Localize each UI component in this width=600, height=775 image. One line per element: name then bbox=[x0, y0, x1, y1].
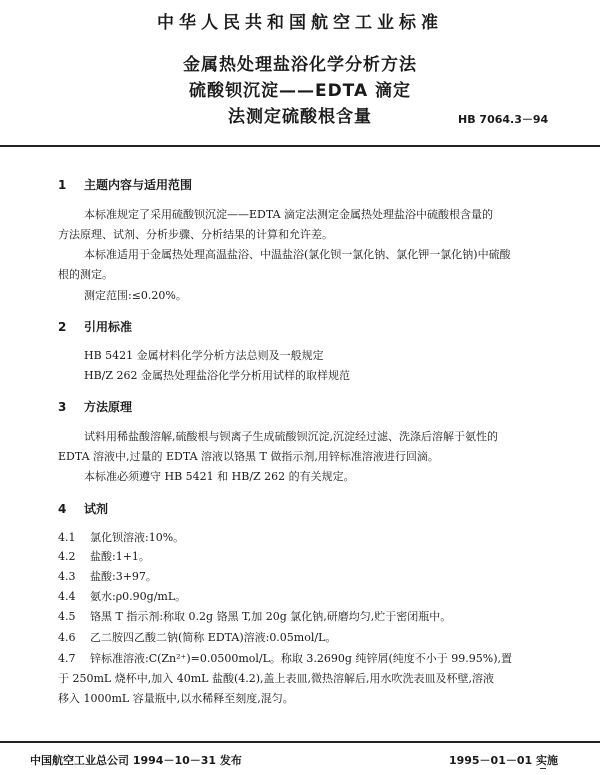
s1-para2-line2: 根的测定。 bbox=[58, 268, 113, 281]
reagent-item bbox=[58, 587, 186, 606]
reagent-text: 乙二胺四乙酸二钠(简称 EDTA)溶液:0.05mol/L。 bbox=[90, 631, 337, 644]
title-line-1: 金属热处理盐浴化学分析方法 bbox=[183, 55, 417, 75]
reagent-text: 盐酸:3+97。 bbox=[90, 570, 157, 583]
reagent-number: 4.4 bbox=[58, 590, 76, 603]
reagent-4-7-line3: 移入 1000mL 容量瓶中,以水稀释至刻度,混匀。 bbox=[58, 692, 294, 705]
section-1-number: 1 bbox=[58, 178, 67, 192]
s1-para2-line1: 本标准适用于金属热处理高温盐浴、中温盐浴(氯化钡一氯化钠、氯化钾一氯化钠)中硫酸 bbox=[84, 248, 511, 261]
reagent-number: 4.1 bbox=[58, 531, 76, 544]
page-mark bbox=[540, 768, 546, 769]
reagent-item bbox=[58, 528, 184, 547]
reference-hbz262: HB/Z 262 金属热处理盐浴化学分析用试样的取样规范 bbox=[84, 369, 351, 382]
issuing-body-header: 中华人民共和国航空工业标准 bbox=[157, 13, 443, 33]
s3-para2: 本标准必须遵守 HB 5421 和 HB/Z 262 的有关规定。 bbox=[84, 470, 355, 483]
section-1-heading bbox=[58, 176, 192, 193]
reagent-number: 4.5 bbox=[58, 610, 76, 623]
reagent-item bbox=[58, 649, 512, 668]
reagent-number: 4.2 bbox=[58, 550, 76, 563]
reagent-text: 氨水:ρ0.90g/mL。 bbox=[90, 590, 187, 603]
section-3-heading bbox=[58, 398, 132, 415]
s3-para1-line1: 试料用稀盐酸溶解,硫酸根与钡离子生成硫酸钡沉淀,沉淀经过滤、洗涤后溶解于氨性的 bbox=[84, 430, 498, 443]
s3-para1-line2: EDTA 溶液中,过量的 EDTA 溶液以铬黑 T 做指示剂,用锌标准溶液进行回滴。 bbox=[58, 450, 439, 463]
section-2-title: 引用标准 bbox=[84, 320, 133, 334]
reagent-number: 4.3 bbox=[58, 570, 76, 583]
reference-hb5421: HB 5421 金属材料化学分析方法总则及一般规定 bbox=[84, 349, 324, 362]
section-4-number: 4 bbox=[58, 502, 67, 516]
reagent-number: 4.7 bbox=[58, 652, 76, 665]
reagent-item bbox=[58, 567, 157, 586]
reagent-text: 氯化钡溶液:10%。 bbox=[90, 531, 185, 544]
reagent-text: 盐酸:1+1。 bbox=[90, 550, 150, 563]
s1-para1-line2: 方法原理、试剂、分析步骤、分析结果的计算和允许差。 bbox=[58, 228, 333, 241]
section-3-number: 3 bbox=[58, 400, 67, 414]
s1-para1-line1: 本标准规定了采用硫酸钡沉淀——EDTA 滴定法测定金属热处理盐浴中硫酸根含量的 bbox=[84, 208, 494, 221]
reagent-text: 铬黑 T 指示剂:称取 0.2g 铬黑 T,加 20g 氯化钠,研磨均匀,贮于密闭瓶中。 bbox=[90, 610, 452, 623]
implementation-date: 1995－01－01 实施 bbox=[448, 754, 558, 767]
reagent-item bbox=[58, 628, 336, 647]
section-3-title: 方法原理 bbox=[84, 400, 133, 414]
reagent-item bbox=[58, 547, 150, 566]
bottom-divider bbox=[0, 741, 600, 743]
reagent-4-7-line2: 于 250mL 烧杯中,加入 40mL 盐酸(4.2),盖上表皿,微热溶解后,用水吹洗表皿及杯壁,溶液 bbox=[58, 672, 495, 685]
issue-info: 中国航空工业总公司 1994－10－31 发布 bbox=[30, 754, 242, 767]
standard-number: HB 7064.3－94 bbox=[458, 113, 549, 126]
section-1-title: 主题内容与适用范围 bbox=[84, 178, 193, 192]
reagent-item bbox=[58, 607, 451, 626]
section-2-heading bbox=[58, 318, 132, 335]
title-line-3: 法测定硫酸根含量 bbox=[228, 107, 372, 127]
section-4-title: 试剂 bbox=[84, 502, 109, 516]
reagent-text: 锌标准溶液:C(Zn²⁺)=0.0500mol/L。称取 3.2690g 纯锌屑(纯度不小于 99.95%),置 bbox=[90, 652, 512, 665]
top-divider bbox=[0, 145, 600, 147]
section-2-number: 2 bbox=[58, 320, 67, 334]
s1-para3: 测定范围:≤0.20%。 bbox=[84, 289, 187, 302]
reagent-number: 4.6 bbox=[58, 631, 76, 644]
section-4-heading bbox=[58, 500, 108, 517]
title-line-2: 硫酸钡沉淀——EDTA 滴定 bbox=[188, 81, 412, 101]
